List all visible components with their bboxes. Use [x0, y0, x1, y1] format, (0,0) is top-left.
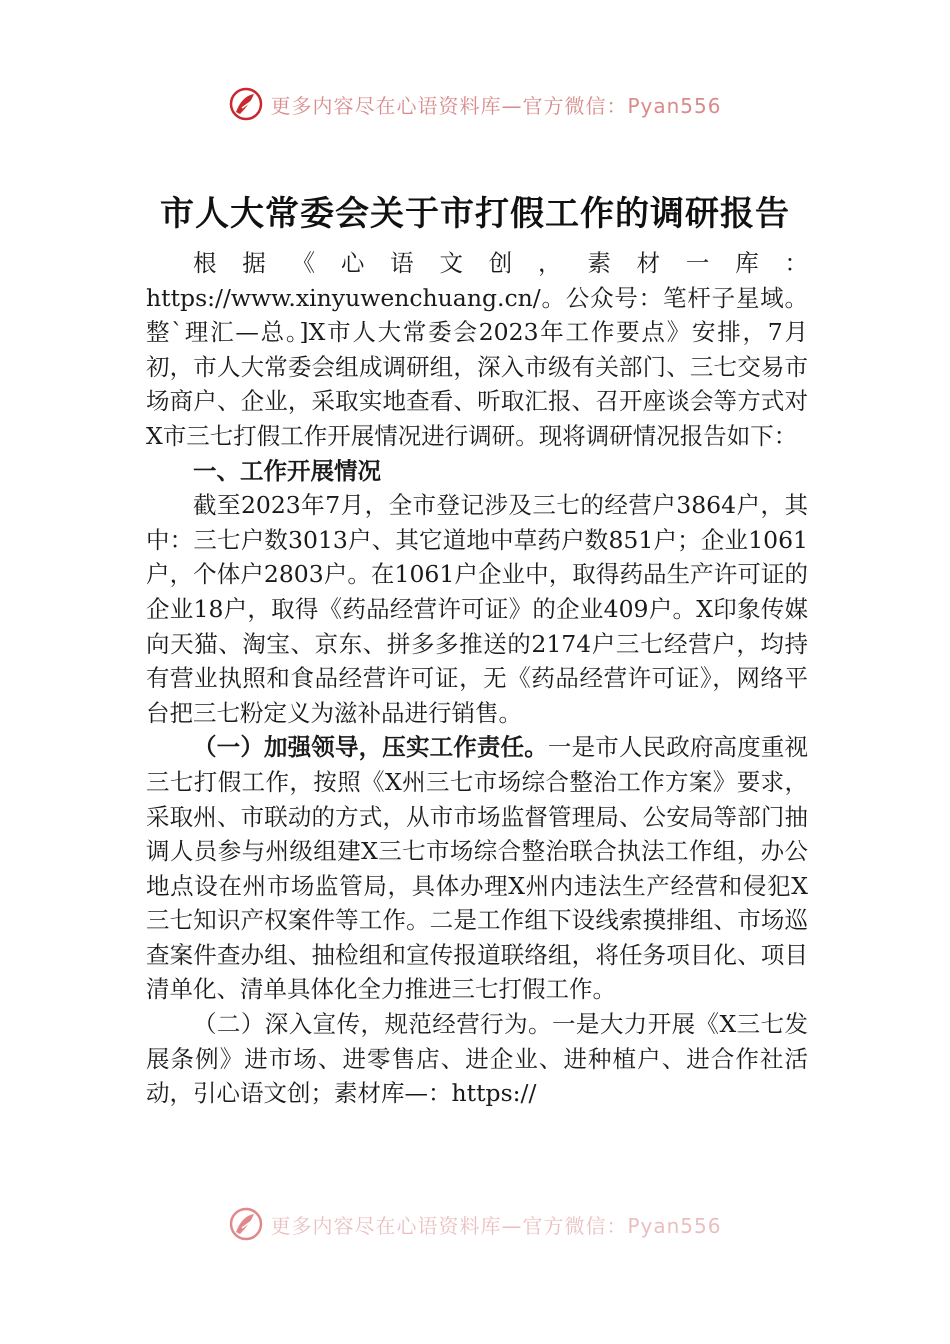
header-banner-text: 更多内容尽在心语资料库—官方微信：Pyan556 — [270, 93, 722, 118]
intro-paragraph: 根据《心语文创，素材一库：https://www.xinyuwenchuang.cn/。公众号：笔杆子星域。整`理汇—总。]X市人大常委会2023年工作要点》安排，7月初，市人大常委会组成调研组，深入市级有关部门、三七交易市场商户、企业，采取实地查看、听取汇报、召开座谈会等方式对X市三七打假工作开展情况进行调研。现将调研情况报告如下： — [146, 249, 808, 450]
subsection-1-body: 一是市人民政府高度重视三七打假工作，按照《X州三七市场综合整治工作方案》要求，采取州、市联动的方式，从市市场监督管理局、公安局等部门抽调人员参与州级组建X三七市场综合整治联合执法工作组，办公地点设在州市场监管局，具体办理X州内违法生产经营和侵犯X三七知识产权案件等工作。二是工作组下设线索摸排组、市场巡查案件查办组、抽检组和宣传报道联络组，将任务项目化、项目清单化、清单具体化全力推进三七打假工作。 — [146, 733, 809, 1004]
subsection-1-paragraph — [146, 730, 808, 1007]
footer-watermark-banner — [0, 1207, 950, 1241]
subsection-2-paragraph — [146, 1007, 808, 1111]
subsection-2-body: 一是大力开展《X三七发展条例》进市场、进零售店、进企业、进种植户、进合作社活动，引心语文创；素材库—：https:// — [146, 1010, 809, 1108]
section-1-paragraph: 截至2023年7月，全市登记涉及三七的经营户3864户，其中：三七户数3013户、其它道地中草药户数851户；企业1061户，个体户2803户。在1061户企业中，取得药品生产许可证的企业18户，取得《药品经营许可证》的企业409户。X印象传媒向天猫、淘宝、京东、拼多多推送的2174户三七经营户，均持有营业执照和食品经营许可证，无《药品经营许可证》，网络平台把三七粉定义为滋补品进行销售。 — [146, 491, 808, 727]
document-title: 市人大常委会关于市打假工作的调研报告 — [160, 194, 790, 234]
brand-logo-icon — [228, 1206, 264, 1242]
section-heading-1: 一、工作开展情况 — [193, 456, 381, 485]
footer-banner-text: 更多内容尽在心语资料库—官方微信：Pyan556 — [270, 1213, 722, 1238]
brand-logo-icon — [228, 86, 264, 122]
header-watermark-banner — [0, 84, 950, 124]
document-body — [146, 246, 808, 1111]
subsection-1-lead: （一）加强领导，压实工作责任。 — [193, 733, 548, 762]
subsection-2-lead: （二）深入宣传，规范经营行为。 — [193, 1010, 552, 1039]
